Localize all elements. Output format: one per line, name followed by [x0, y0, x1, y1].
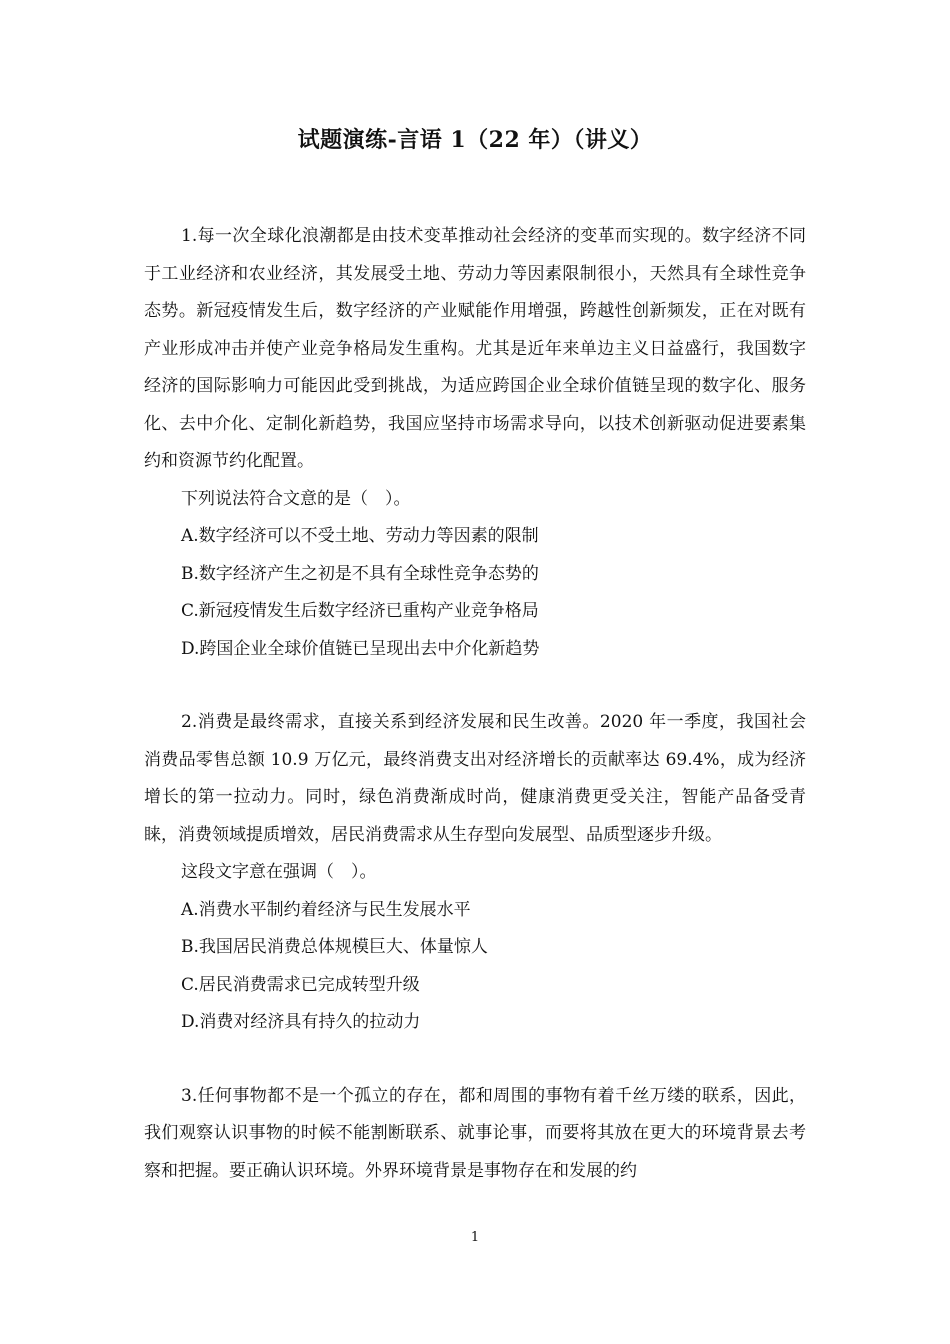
- option-b: B.数字经济产生之初是不具有全球性竞争态势的: [181, 563, 539, 584]
- question-2: [144, 704, 806, 1042]
- question-stem: 3.任何事物都不是一个孤立的存在，都和周围的事物有着千丝万缕的联系，因此，我们观察认识事物的时候不能割断联系、就事论事，而要将其放在更大的环境背景去考察和把握。要正确认识环境。外界环境背景是事物存在和发展的约: [144, 1085, 806, 1181]
- page-number: 1: [470, 1230, 480, 1245]
- question-prompt: 这段文字意在强调（ ）。: [181, 862, 377, 882]
- option-b: B.我国居民消费总体规模巨大、体量惊人: [181, 937, 488, 957]
- document-body: [144, 218, 806, 1190]
- option-d: D.消费对经济具有持久的拉动力: [181, 1012, 421, 1032]
- question-3: [144, 1078, 806, 1191]
- option-a: A.数字经济可以不受土地、劳动力等因素的限制: [181, 526, 539, 546]
- document-title: 试题演练-言语 1（22 年）（讲义）: [297, 127, 653, 153]
- question-prompt: 下列说法符合文意的是（ ）。: [181, 488, 411, 509]
- option-c: C.居民消费需求已完成转型升级: [181, 974, 420, 995]
- question-1: [144, 218, 806, 668]
- option-d: D.跨国企业全球价值链已呈现出去中介化新趋势: [181, 638, 540, 659]
- option-c: C.新冠疫情发生后数字经济已重构产业竞争格局: [181, 601, 539, 621]
- question-stem: 1.每一次全球化浪潮都是由技术变革推动社会经济的变革而实现的。数字经济不同于工业经济和农业经济，其发展受土地、劳动力等因素限制很小，天然具有全球性竞争态势。新冠疫情发生后，数字经济的产业赋能作用增强，跨越性创新频发，正在对既有产业形成冲击并使产业竞争格局发生重构。尤其是近年来单边主义日益盛行，我国数字经济的国际影响力可能因此受到挑战，为适应跨国企业全球价值链呈现的数字化、服务化、去中介化、定制化新趋势，我国应坚持市场需求导向，以技术创新驱动促进要素集约和资源节约化配置。: [144, 226, 806, 471]
- option-a: A.消费水平制约着经济与民生发展水平: [181, 899, 471, 920]
- question-stem: 2.消费是最终需求，直接关系到经济发展和民生改善。2020 年一季度，我国社会消费品零售总额 10.9 万亿元，最终消费支出对经济增长的贡献率达 69.4%，成为经济增长的第一拉动力。同时，绿色消费渐成时尚，健康消费更受关注，智能产品备受青睐，消费领域提质增效，居民消费需求从生存型向发展型、品质型逐步升级。: [144, 712, 806, 845]
